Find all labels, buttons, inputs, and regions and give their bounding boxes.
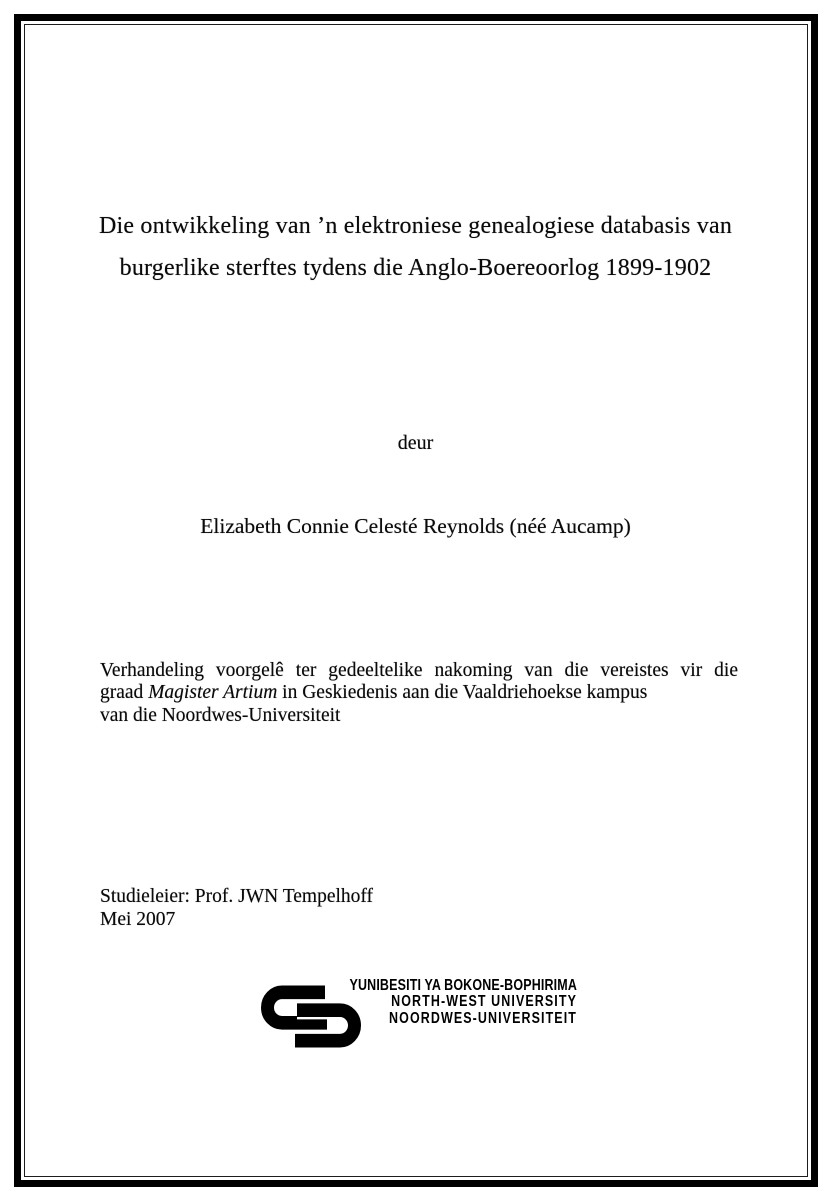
degree-statement: [100, 660, 738, 727]
byline-deur: deur: [397, 432, 434, 454]
footer-block: [100, 886, 373, 931]
logo-line-setswana: YUNIBESITI YA BOKONE-BOPHIRIMA: [349, 977, 577, 994]
statement-line-2-prefix: graad: [100, 682, 149, 704]
thesis-title: [48, 205, 783, 289]
title-line-2: burgerlike sterftes tydens die Anglo-Boereoorlog 1899-1902: [119, 255, 712, 281]
author-name: Elizabeth Connie Celesté Reynolds (néé Aucamp): [200, 514, 631, 538]
statement-line-2: [100, 682, 738, 704]
logo-line-english: NORTH-WEST UNIVERSITY: [391, 993, 577, 1011]
title-line-1: Die ontwikkeling van ’n elektroniese genealogiese databasis van: [98, 213, 733, 239]
supervisor-line: Studieleier: Prof. JWN Tempelhoff: [100, 886, 374, 907]
statement-line-2-degree: Magister Artium: [148, 682, 278, 704]
logo-line-afrikaans: NOORDWES-UNIVERSITEIT: [389, 1009, 577, 1027]
statement-line-1: Verhandeling voorgelê ter gedeeltelike nakoming van die vereistes vir die: [100, 660, 738, 681]
university-logo-text: [308, 978, 577, 1027]
date-line: Mei 2007: [100, 908, 176, 930]
statement-line-2-suffix: in Geskiedenis aan die Vaaldriehoekse kampus: [277, 682, 648, 704]
statement-line-3: van die Noordwes-Universiteit: [100, 704, 341, 726]
